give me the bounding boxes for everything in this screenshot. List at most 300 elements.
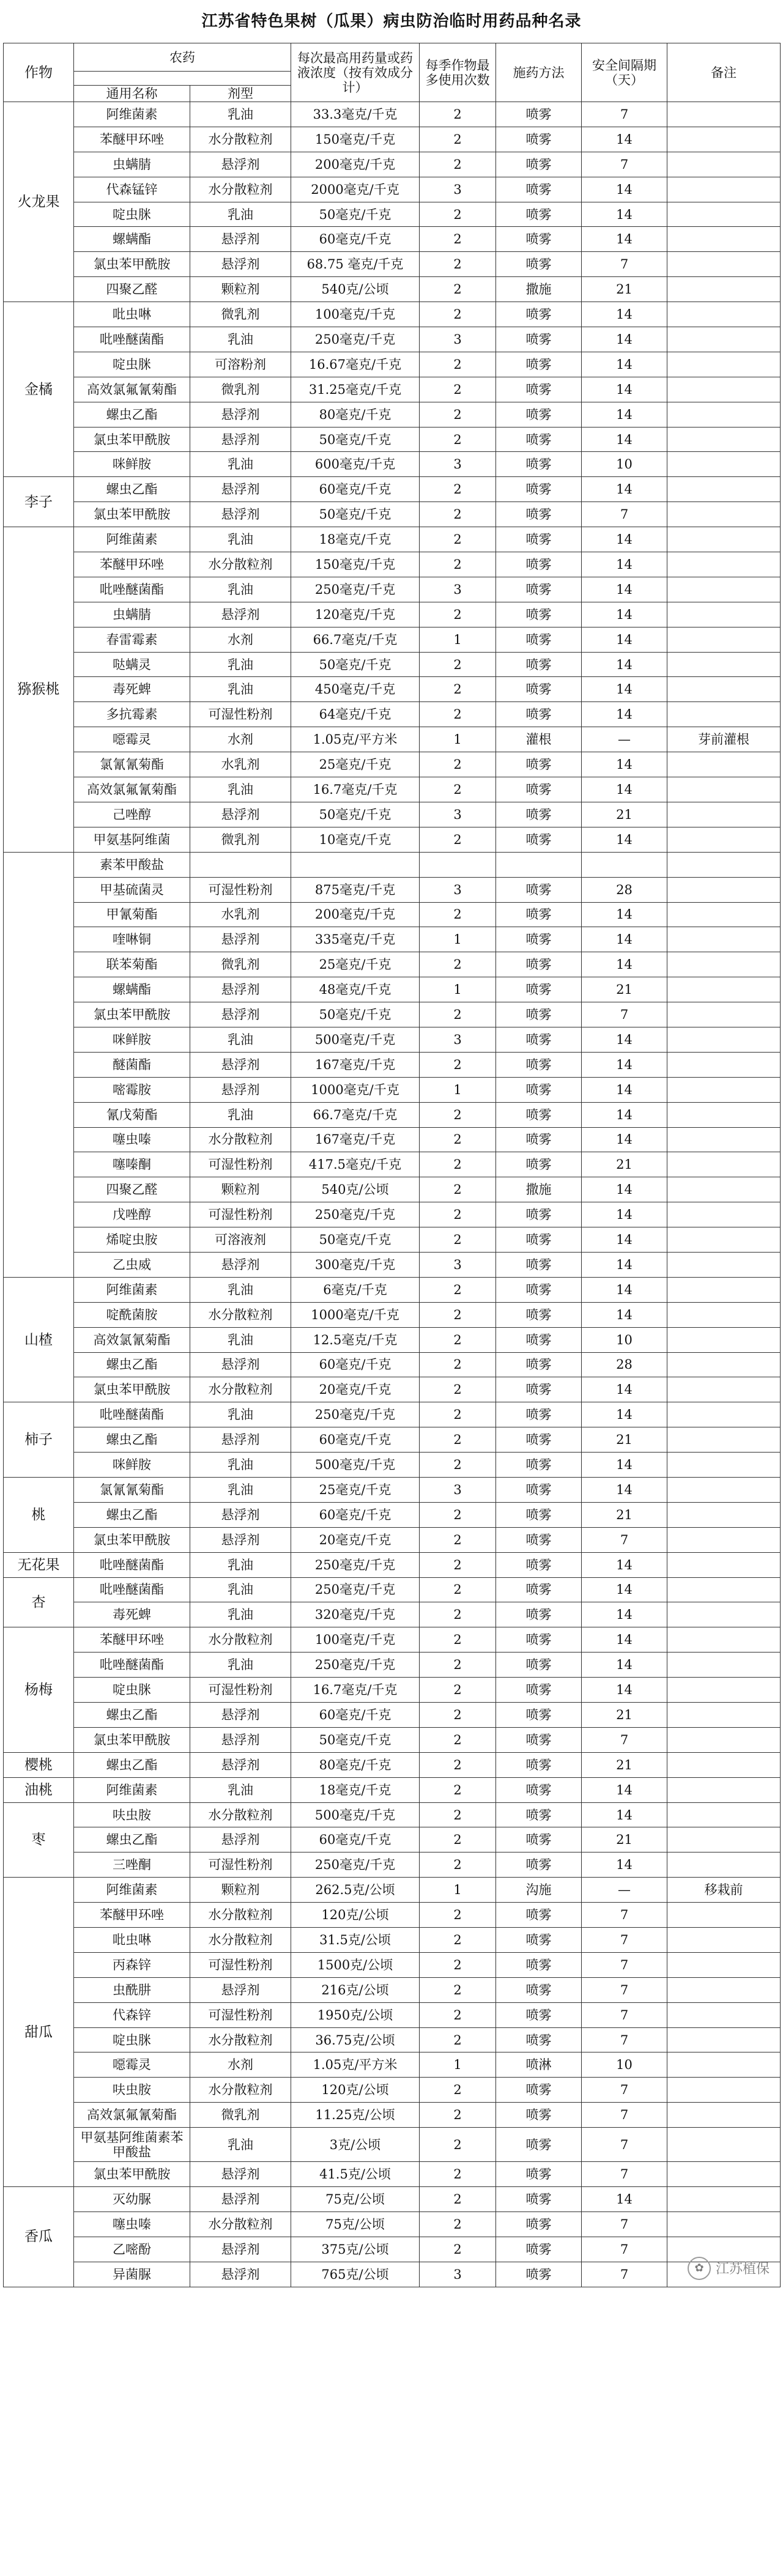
max-times-cell: 2 — [420, 402, 496, 427]
table-row — [4, 1627, 781, 1653]
table-row — [4, 902, 781, 927]
common-name-cell: 乙嘧酚 — [74, 2237, 190, 2262]
formulation-cell: 水分散粒剂 — [190, 2211, 291, 2237]
formulation-cell: 悬浮剂 — [190, 1002, 291, 1027]
crop-cell: 香瓜 — [4, 2187, 74, 2287]
interval-cell: 14 — [582, 2187, 667, 2212]
table-row — [4, 1727, 781, 1752]
max-dose-cell: 150毫克/千克 — [291, 127, 420, 152]
method-cell: 喷雾 — [496, 902, 582, 927]
common-name-cell: 氯氰氰菊酯 — [74, 752, 190, 777]
max-dose-cell: 75克/公顷 — [291, 2187, 420, 2212]
remark-cell — [667, 977, 781, 1002]
formulation-cell: 乳油 — [190, 202, 291, 227]
method-cell: 喷雾 — [496, 1127, 582, 1152]
remark-cell — [667, 277, 781, 302]
table-row — [4, 202, 781, 227]
formulation-cell: 水分散粒剂 — [190, 177, 291, 202]
max-times-cell: 1 — [420, 2052, 496, 2078]
method-cell: 喷雾 — [496, 1402, 582, 1427]
formulation-cell: 悬浮剂 — [190, 1977, 291, 2002]
remark-cell — [667, 1027, 781, 1052]
remark-cell — [667, 827, 781, 852]
remark-cell: 移栽前 — [667, 1878, 781, 1903]
remark-cell — [667, 1152, 781, 1177]
table-row — [4, 1453, 781, 1478]
common-name-cell: 吡虫啉 — [74, 1928, 190, 1953]
max-dose-cell: 31.5克/公顷 — [291, 1928, 420, 1953]
formulation-cell: 乳油 — [190, 2128, 291, 2162]
interval-cell: 14 — [582, 202, 667, 227]
max-times-cell: 2 — [420, 1377, 496, 1402]
formulation-cell: 悬浮剂 — [190, 1352, 291, 1377]
remark-cell — [667, 1252, 781, 1277]
interval-cell: 14 — [582, 1402, 667, 1427]
interval-cell: 14 — [582, 1577, 667, 1602]
common-name-cell: 四聚乙醛 — [74, 277, 190, 302]
table-row — [4, 1402, 781, 1427]
max-dose-cell: 216克/公顷 — [291, 1977, 420, 2002]
header-max-times: 每季作物最多使用次数 — [420, 43, 496, 102]
max-times-cell: 2 — [420, 127, 496, 152]
common-name-cell: 咪鲜胺 — [74, 1453, 190, 1478]
table-row — [4, 702, 781, 727]
remark-cell — [667, 1678, 781, 1703]
common-name-cell: 吡唑醚菌酯 — [74, 327, 190, 352]
max-dose-cell: 262.5克/公顷 — [291, 1878, 420, 1903]
method-cell: 喷雾 — [496, 2262, 582, 2287]
method-cell: 喷雾 — [496, 1852, 582, 1878]
formulation-cell: 悬浮剂 — [190, 1527, 291, 1552]
common-name-cell: 噻虫嗪 — [74, 2211, 190, 2237]
method-cell: 喷雾 — [496, 752, 582, 777]
table-row — [4, 1327, 781, 1352]
max-dose-cell: 1.05克/平方米 — [291, 2052, 420, 2078]
interval-cell: 14 — [582, 702, 667, 727]
remark-cell — [667, 352, 781, 377]
method-cell: 喷雾 — [496, 877, 582, 902]
max-dose-cell: 41.5克/公顷 — [291, 2162, 420, 2187]
method-cell: 喷雾 — [496, 477, 582, 502]
remark-cell — [667, 1777, 781, 1802]
max-dose-cell: 33.3毫克/千克 — [291, 102, 420, 127]
common-name-cell: 春雷霉素 — [74, 627, 190, 652]
common-name-cell: 噻嗪酮 — [74, 1152, 190, 1177]
common-name-cell: 虫螨腈 — [74, 152, 190, 177]
crop-cell: 李子 — [4, 477, 74, 527]
max-times-cell: 2 — [420, 1577, 496, 1602]
max-dose-cell: 50毫克/千克 — [291, 202, 420, 227]
formulation-cell: 可湿性粉剂 — [190, 2002, 291, 2027]
max-dose-cell: 60毫克/千克 — [291, 1827, 420, 1852]
common-name-cell: 高效氯氟氰菊酯 — [74, 2103, 190, 2128]
interval-cell: 7 — [582, 2162, 667, 2187]
max-dose-cell: 6毫克/千克 — [291, 1277, 420, 1302]
method-cell: 喷雾 — [496, 577, 582, 602]
interval-cell: 14 — [582, 552, 667, 577]
method-cell: 喷雾 — [496, 427, 582, 452]
common-name-cell: 螺虫乙酯 — [74, 1703, 190, 1728]
interval-cell: 14 — [582, 427, 667, 452]
common-name-cell: 噁霉灵 — [74, 727, 190, 752]
max-times-cell: 2 — [420, 1852, 496, 1878]
max-dose-cell: 120毫克/千克 — [291, 602, 420, 627]
method-cell: 喷雾 — [496, 127, 582, 152]
common-name-cell: 苯醚甲环唑 — [74, 1627, 190, 1653]
max-times-cell: 2 — [420, 1302, 496, 1327]
table-row — [4, 1952, 781, 1977]
formulation-cell: 悬浮剂 — [190, 1727, 291, 1752]
formulation-cell: 悬浮剂 — [190, 927, 291, 952]
common-name-cell: 氯虫苯甲酰胺 — [74, 1727, 190, 1752]
max-times-cell: 2 — [420, 1903, 496, 1928]
table-row — [4, 927, 781, 952]
common-name-cell: 三唑酮 — [74, 1852, 190, 1878]
max-times-cell: 2 — [420, 1502, 496, 1527]
common-name-cell: 氯虫苯甲酰胺 — [74, 427, 190, 452]
max-times-cell: 2 — [420, 1127, 496, 1152]
method-cell: 喷雾 — [496, 927, 582, 952]
method-cell: 喷雾 — [496, 2027, 582, 2052]
remark-cell — [667, 1453, 781, 1478]
table-row — [4, 1302, 781, 1327]
method-cell: 喷雾 — [496, 1752, 582, 1777]
table-row — [4, 377, 781, 402]
interval-cell: 14 — [582, 827, 667, 852]
interval-cell: — — [582, 727, 667, 752]
method-cell: 喷雾 — [496, 1527, 582, 1552]
max-dose-cell: 36.75克/公顷 — [291, 2027, 420, 2052]
max-dose-cell: 50毫克/千克 — [291, 802, 420, 827]
formulation-cell: 乳油 — [190, 1577, 291, 1602]
common-name-cell: 呋虫胺 — [74, 1802, 190, 1827]
max-times-cell: 2 — [420, 2078, 496, 2103]
max-times-cell: 3 — [420, 1027, 496, 1052]
max-times-cell: 2 — [420, 1602, 496, 1627]
remark-cell — [667, 1852, 781, 1878]
interval-cell: 14 — [582, 227, 667, 252]
common-name-cell: 啶酰菌胺 — [74, 1302, 190, 1327]
formulation-cell: 水分散粒剂 — [190, 552, 291, 577]
max-dose-cell: 200毫克/千克 — [291, 902, 420, 927]
interval-cell: 10 — [582, 1327, 667, 1352]
max-times-cell: 3 — [420, 802, 496, 827]
common-name-cell: 高效氯氟氰菊酯 — [74, 377, 190, 402]
table-row — [4, 2128, 781, 2162]
wechat-icon: ✿ — [688, 2257, 711, 2280]
method-cell — [496, 852, 582, 877]
common-name-cell: 醚菌酯 — [74, 1052, 190, 1077]
remark-cell — [667, 1202, 781, 1227]
interval-cell: 10 — [582, 2052, 667, 2078]
formulation-cell: 悬浮剂 — [190, 1077, 291, 1102]
formulation-cell: 水分散粒剂 — [190, 1627, 291, 1653]
max-dose-cell: 250毫克/千克 — [291, 1653, 420, 1678]
table-row — [4, 1252, 781, 1277]
table-row — [4, 1703, 781, 1728]
remark-cell — [667, 2211, 781, 2237]
formulation-cell: 乳油 — [190, 1102, 291, 1127]
common-name-cell: 啶虫脒 — [74, 352, 190, 377]
method-cell: 喷雾 — [496, 602, 582, 627]
method-cell: 喷雾 — [496, 552, 582, 577]
table-row — [4, 1377, 781, 1402]
max-times-cell: 2 — [420, 377, 496, 402]
common-name-cell: 阿维菌素 — [74, 1777, 190, 1802]
common-name-cell: 氯虫苯甲酰胺 — [74, 1377, 190, 1402]
max-dose-cell: 16.7毫克/千克 — [291, 1678, 420, 1703]
table-row — [4, 652, 781, 677]
remark-cell — [667, 602, 781, 627]
remark-cell — [667, 2052, 781, 2078]
method-cell: 喷雾 — [496, 402, 582, 427]
formulation-cell: 乳油 — [190, 102, 291, 127]
max-dose-cell: 11.25克/公顷 — [291, 2103, 420, 2128]
method-cell: 喷雾 — [496, 1653, 582, 1678]
common-name-cell: 代森锌 — [74, 2002, 190, 2027]
crop-cell: 桃 — [4, 1477, 74, 1552]
max-times-cell: 2 — [420, 1327, 496, 1352]
table-row — [4, 2027, 781, 2052]
remark-cell — [667, 702, 781, 727]
common-name-cell: 虫螨腈 — [74, 602, 190, 627]
interval-cell: 7 — [582, 2078, 667, 2103]
max-dose-cell: 1000毫克/千克 — [291, 1302, 420, 1327]
remark-cell — [667, 402, 781, 427]
common-name-cell: 嘧霉胺 — [74, 1077, 190, 1102]
max-times-cell: 2 — [420, 1052, 496, 1077]
table-row — [4, 1077, 781, 1102]
table-row — [4, 352, 781, 377]
table-row — [4, 752, 781, 777]
max-dose-cell: 1000毫克/千克 — [291, 1077, 420, 1102]
max-times-cell: 2 — [420, 1653, 496, 1678]
interval-cell: 21 — [582, 1703, 667, 1728]
common-name-cell: 虫酰肼 — [74, 1977, 190, 2002]
method-cell: 喷雾 — [496, 2103, 582, 2128]
formulation-cell: 可溶粉剂 — [190, 352, 291, 377]
interval-cell: 14 — [582, 1102, 667, 1127]
method-cell: 喷雾 — [496, 652, 582, 677]
formulation-cell: 乳油 — [190, 677, 291, 702]
interval-cell: 14 — [582, 952, 667, 977]
crop-cell — [4, 852, 74, 1277]
formulation-cell: 可湿性粉剂 — [190, 1952, 291, 1977]
max-times-cell: 2 — [420, 1102, 496, 1127]
formulation-cell: 水分散粒剂 — [190, 1802, 291, 1827]
table-row — [4, 1002, 781, 1027]
max-times-cell: 2 — [420, 902, 496, 927]
method-cell: 喷雾 — [496, 1227, 582, 1253]
max-dose-cell: 320毫克/千克 — [291, 1602, 420, 1627]
remark-cell — [667, 1477, 781, 1502]
formulation-cell: 可湿性粉剂 — [190, 1678, 291, 1703]
table-row — [4, 252, 781, 277]
remark-cell — [667, 377, 781, 402]
interval-cell: 14 — [582, 1477, 667, 1502]
formulation-cell: 悬浮剂 — [190, 977, 291, 1002]
table-row — [4, 827, 781, 852]
common-name-cell: 啶虫脒 — [74, 2027, 190, 2052]
table-row — [4, 1903, 781, 1928]
table-row — [4, 1027, 781, 1052]
remark-cell — [667, 802, 781, 827]
max-times-cell: 2 — [420, 2211, 496, 2237]
interval-cell: 7 — [582, 2262, 667, 2287]
formulation-cell: 悬浮剂 — [190, 1252, 291, 1277]
max-dose-cell: 500毫克/千克 — [291, 1027, 420, 1052]
table-row — [4, 1477, 781, 1502]
formulation-cell: 颗粒剂 — [190, 277, 291, 302]
remark-cell — [667, 1703, 781, 1728]
method-cell: 喷雾 — [496, 152, 582, 177]
table-row — [4, 877, 781, 902]
remark-cell — [667, 127, 781, 152]
max-times-cell: 2 — [420, 1402, 496, 1427]
table-row — [4, 2211, 781, 2237]
method-cell: 喷雾 — [496, 702, 582, 727]
max-dose-cell: 120克/公顷 — [291, 2078, 420, 2103]
method-cell: 喷雾 — [496, 1678, 582, 1703]
common-name-cell: 氰戊菊酯 — [74, 1102, 190, 1127]
interval-cell: 14 — [582, 1678, 667, 1703]
interval-cell: 14 — [582, 927, 667, 952]
formulation-cell: 乳油 — [190, 1402, 291, 1427]
remark-cell — [667, 777, 781, 802]
interval-cell: 14 — [582, 577, 667, 602]
common-name-cell: 吡唑醚菌酯 — [74, 1653, 190, 1678]
max-dose-cell: 250毫克/千克 — [291, 327, 420, 352]
page-title: 江苏省特色果树（瓜果）病虫防治临时用药品种名录 — [201, 12, 582, 31]
crop-cell: 无花果 — [4, 1552, 74, 1577]
max-dose-cell: 60毫克/千克 — [291, 1502, 420, 1527]
interval-cell: 7 — [582, 1977, 667, 2002]
max-dose-cell: 66.7毫克/千克 — [291, 1102, 420, 1127]
header-remark: 备注 — [667, 43, 781, 102]
max-times-cell: 2 — [420, 1527, 496, 1552]
table-row — [4, 1928, 781, 1953]
common-name-cell: 甲氰菊酯 — [74, 902, 190, 927]
remark-cell — [667, 1327, 781, 1352]
remark-cell — [667, 527, 781, 552]
crop-cell: 杏 — [4, 1577, 74, 1627]
common-name-cell: 螺虫乙酯 — [74, 1502, 190, 1527]
interval-cell: 7 — [582, 2128, 667, 2162]
crop-cell: 杨梅 — [4, 1627, 74, 1752]
formulation-cell: 乳油 — [190, 1477, 291, 1502]
interval-cell: 14 — [582, 477, 667, 502]
formulation-cell: 悬浮剂 — [190, 602, 291, 627]
crop-cell: 油桃 — [4, 1777, 74, 1802]
remark-cell — [667, 202, 781, 227]
formulation-cell: 乳油 — [190, 452, 291, 477]
max-dose-cell: 18毫克/千克 — [291, 1777, 420, 1802]
header-common-name: 通用名称 — [74, 86, 190, 102]
method-cell: 撒施 — [496, 1177, 582, 1202]
interval-cell: 14 — [582, 1627, 667, 1653]
crop-cell: 山楂 — [4, 1277, 74, 1402]
table-row — [4, 777, 781, 802]
remark-cell — [667, 177, 781, 202]
method-cell: 喷雾 — [496, 1703, 582, 1728]
remark-cell — [667, 2078, 781, 2103]
formulation-cell: 乳油 — [190, 1552, 291, 1577]
max-times-cell: 1 — [420, 927, 496, 952]
table-row — [4, 1052, 781, 1077]
method-cell: 喷雾 — [496, 1377, 582, 1402]
max-times-cell: 2 — [420, 827, 496, 852]
remark-cell — [667, 1577, 781, 1602]
interval-cell: 14 — [582, 1802, 667, 1827]
table-row — [4, 2103, 781, 2128]
method-cell: 喷雾 — [496, 1052, 582, 1077]
interval-cell: 21 — [582, 1427, 667, 1453]
formulation-cell: 微乳剂 — [190, 302, 291, 327]
method-cell: 撒施 — [496, 277, 582, 302]
max-dose-cell: 100毫克/千克 — [291, 1627, 420, 1653]
formulation-cell: 乳油 — [190, 1777, 291, 1802]
method-cell: 喷雾 — [496, 502, 582, 527]
max-dose-cell: 500毫克/千克 — [291, 1453, 420, 1478]
method-cell: 喷雾 — [496, 802, 582, 827]
interval-cell: 7 — [582, 1928, 667, 1953]
interval-cell: 7 — [582, 2237, 667, 2262]
formulation-cell: 水剂 — [190, 727, 291, 752]
interval-cell: 14 — [582, 302, 667, 327]
max-times-cell: 2 — [420, 1977, 496, 2002]
max-dose-cell: 80毫克/千克 — [291, 402, 420, 427]
max-times-cell: 2 — [420, 777, 496, 802]
table-row — [4, 2002, 781, 2027]
remark-cell — [667, 1653, 781, 1678]
common-name-cell: 灭幼脲 — [74, 2187, 190, 2212]
remark-cell — [667, 677, 781, 702]
table-row — [4, 952, 781, 977]
method-cell: 喷雾 — [496, 1727, 582, 1752]
remark-cell — [667, 852, 781, 877]
table-row — [4, 152, 781, 177]
interval-cell: 28 — [582, 877, 667, 902]
common-name-cell: 吡虫啉 — [74, 302, 190, 327]
max-times-cell: 2 — [420, 1277, 496, 1302]
method-cell: 沟施 — [496, 1878, 582, 1903]
remark-cell — [667, 2162, 781, 2187]
common-name-cell: 甲基硫菌灵 — [74, 877, 190, 902]
watermark-text: 江苏植保 — [715, 2262, 770, 2278]
method-cell: 喷雾 — [496, 102, 582, 127]
max-times-cell: 3 — [420, 327, 496, 352]
interval-cell: 7 — [582, 1727, 667, 1752]
formulation-cell: 水分散粒剂 — [190, 1127, 291, 1152]
formulation-cell: 悬浮剂 — [190, 1752, 291, 1777]
table-row — [4, 627, 781, 652]
interval-cell: 7 — [582, 252, 667, 277]
interval-cell — [582, 852, 667, 877]
common-name-cell: 毒死蜱 — [74, 677, 190, 702]
remark-cell — [667, 252, 781, 277]
remark-cell — [667, 1277, 781, 1302]
max-times-cell: 2 — [420, 352, 496, 377]
method-cell: 喷雾 — [496, 1327, 582, 1352]
table-row — [4, 802, 781, 827]
table-row — [4, 1878, 781, 1903]
max-times-cell: 2 — [420, 1002, 496, 1027]
method-cell: 喷雾 — [496, 2211, 582, 2237]
table-row — [4, 327, 781, 352]
method-cell: 喷雾 — [496, 2002, 582, 2027]
common-name-cell: 螺虫乙酯 — [74, 1752, 190, 1777]
interval-cell: 14 — [582, 327, 667, 352]
